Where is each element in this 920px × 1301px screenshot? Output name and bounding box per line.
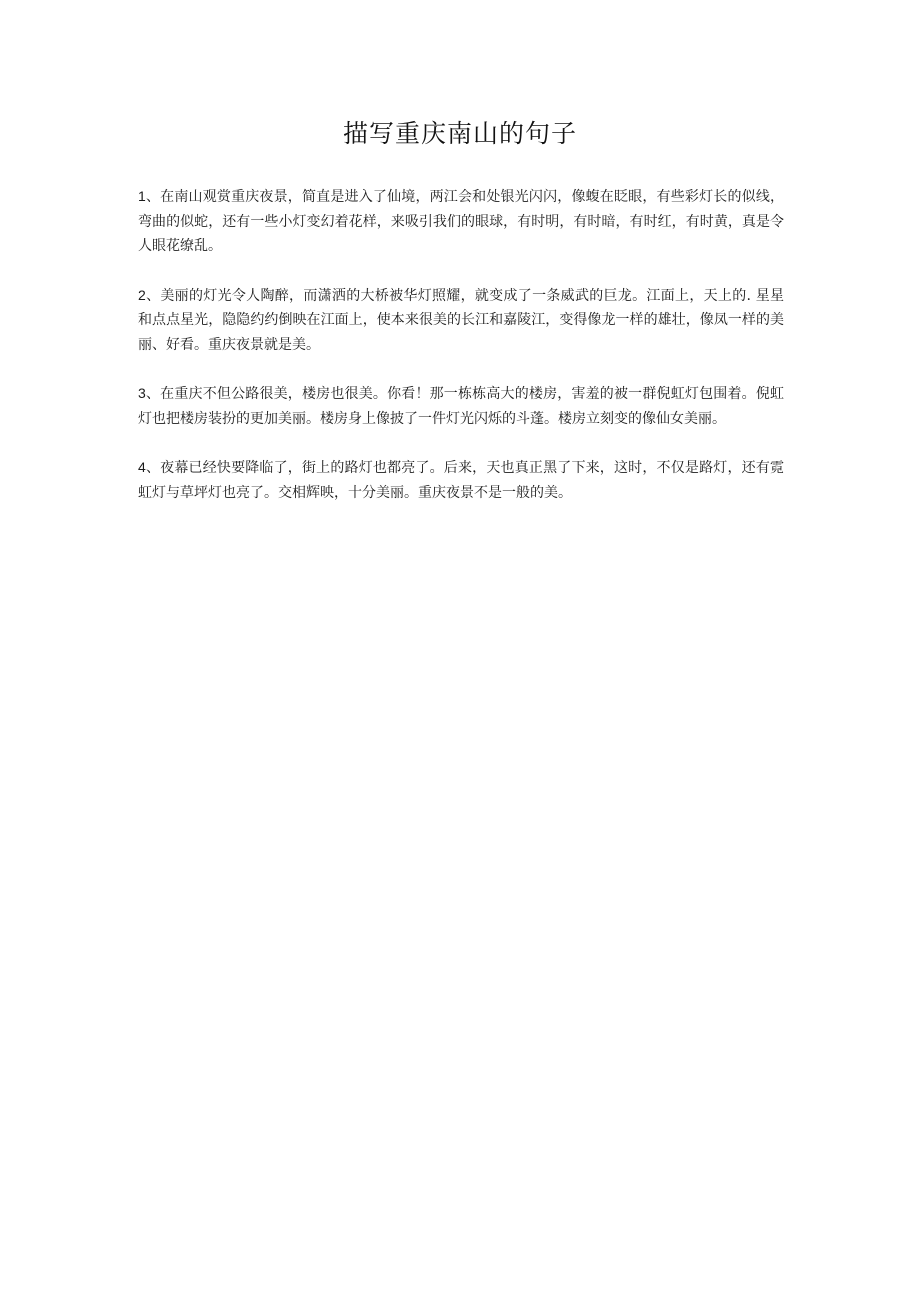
paragraph-number: 2 xyxy=(138,286,146,303)
paragraph-2 xyxy=(138,283,784,358)
paragraph-1 xyxy=(138,184,784,259)
paragraph-text: 、在重庆不但公路很美，楼房也很美。你看！那一栋栋高大的楼房，害羞的被一群倪虹灯包围着。倪虹灯也把楼房装扮的更加美丽。楼房身上像披了一件灯光闪烁的斗蓬。楼房立刻变的像仙女美丽。 xyxy=(138,386,784,427)
paragraph-3 xyxy=(138,381,784,431)
paragraph-number: 3 xyxy=(138,385,146,401)
paragraph-number: 4 xyxy=(138,459,146,475)
paragraph-4 xyxy=(138,455,784,505)
document-title: 描写重庆南山的句子 xyxy=(342,119,577,148)
paragraph-text: 、美丽的灯光令人陶醉，而潇洒的大桥被华灯照耀，就变成了一条威武的巨龙。江面上，天上的. 星星和点点星光，隐隐约约倒映在江面上，使本来很美的长江和嘉陵江，变得像龙一样的雄壮，像凤一样的美丽、好看。重庆夜景就是美。 xyxy=(138,287,784,353)
paragraph-text: 、在南山观赏重庆夜景，简直是进入了仙境，两江会和处银光闪闪，像蝮在眨眼，有些彩灯长的似线，弯曲的似蛇，还有一些小灯变幻着花样，来吸引我们的眼球，有时明，有时暗，有时红，有时黄，真是令人眼花缭乱。 xyxy=(138,189,784,254)
paragraph-number: 1 xyxy=(138,188,146,204)
document-body xyxy=(138,184,784,529)
paragraph-text: 、夜幕已经快要降临了，街上的路灯也都亮了。后来，天也真正黑了下来，这时，不仅是路灯，还有霓虹灯与草坪灯也亮了。交相辉映，十分美丽。重庆夜景不是一般的美。 xyxy=(138,460,784,501)
